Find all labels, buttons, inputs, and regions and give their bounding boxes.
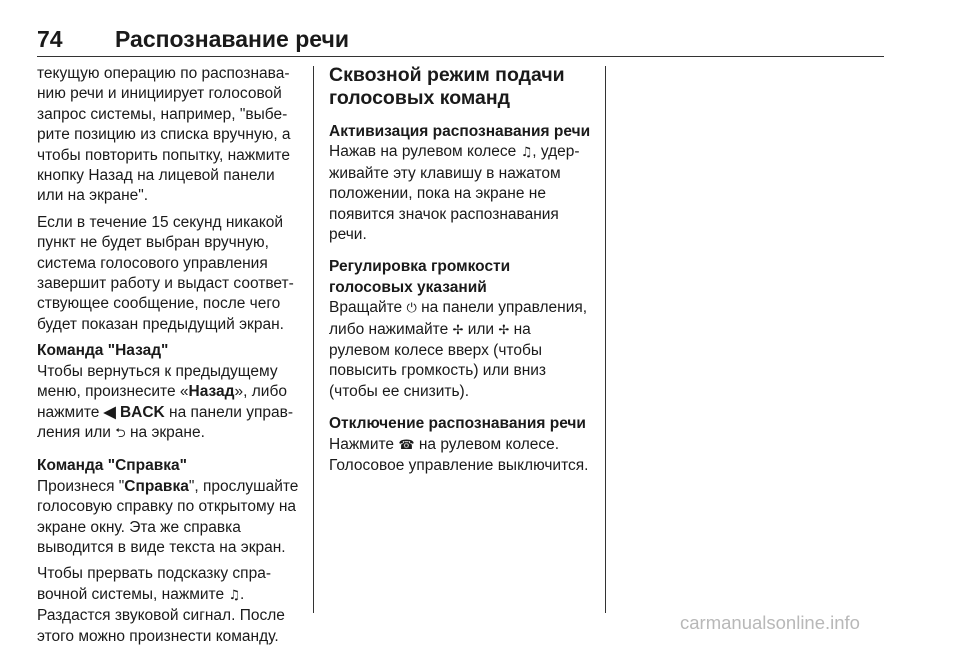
stop-prompt-text: Чтобы прервать подсказку справочной системы, нажмите ♫. Раздастся звуковой сигнал. После этого можно произнести команду. <box>37 565 285 645</box>
power-knob-icon: ⏻ <box>406 301 417 317</box>
watermark: carmanualsonline.info <box>680 612 860 633</box>
activate-heading: Активизация распознавания речи <box>329 123 591 140</box>
paragraph: Если в течение 15 секунд никакой пункт не будет выбран вручную, система голосового управления завершит работу и выдаст соответствующее сообщение, после чего будет показан предыдущий экран. <box>37 213 294 333</box>
section-heading: Сквозной режим подачи голосовых команд <box>329 64 565 109</box>
volume-heading: Регулировка громкости голосовых указаний <box>329 258 511 296</box>
activate-text: Нажав на рулевом колесе ♫, удерживайте эту клавишу в нажатом положении, пока на экране не появится значок распознавания речи. <box>329 143 580 244</box>
back-key-label: ◀ BACK <box>103 403 165 421</box>
page-header <box>37 26 884 52</box>
return-icon: ⮌ <box>115 425 126 441</box>
back-command-text: Чтобы вернуться к предыдущему меню, произнесите «Назад», либо нажмите ◀ BACK на панели управления или ⮌ на экране. <box>37 362 294 441</box>
help-command-text: Произнеся "Справка", прослушайте голосовую справку по открытому на экране окну. Эта же справка выводится в виде текста на экран. <box>37 477 299 556</box>
header-rule <box>37 56 884 57</box>
page-number: 74 <box>37 26 63 52</box>
volume-text: Вращайте ⏻ на панели управления, либо нажимайте ✢ или ✢ на рулевом колесе вверх (чтобы повысить громкость) или вниз (чтобы ее снизить). <box>329 299 588 400</box>
voice-icon: ♫ <box>228 587 241 603</box>
disable-heading: Отключение распознавания речи <box>329 415 586 433</box>
column-1 <box>37 64 299 653</box>
volume-down-icon: ✢ <box>498 322 510 338</box>
help-keyword: Справка <box>124 477 189 495</box>
column-2 <box>329 64 591 483</box>
disable-text: Нажмите ☎ на рулевом колесе. Голосовое управление выключится. <box>329 435 589 475</box>
volume-up-icon: ✢ <box>452 322 464 338</box>
page-title: Распознавание речи <box>115 26 349 52</box>
paragraph: текущую операцию по распознаванию речи и инициирует голосовой запрос системы, например, "выберите позицию из списка вручную, а чтобы повторить попытку, нажмите кнопку Назад на лицевой панели или на экране". <box>37 65 291 205</box>
column-divider-left <box>313 66 314 613</box>
back-command-heading: Команда "Назад" <box>37 342 169 360</box>
help-command-heading: Команда "Справка" <box>37 457 187 475</box>
voice-icon: ♫ <box>520 145 533 161</box>
hangup-icon: ☎ <box>398 437 415 453</box>
column-divider-right <box>605 66 606 613</box>
back-keyword: Назад <box>188 383 235 401</box>
